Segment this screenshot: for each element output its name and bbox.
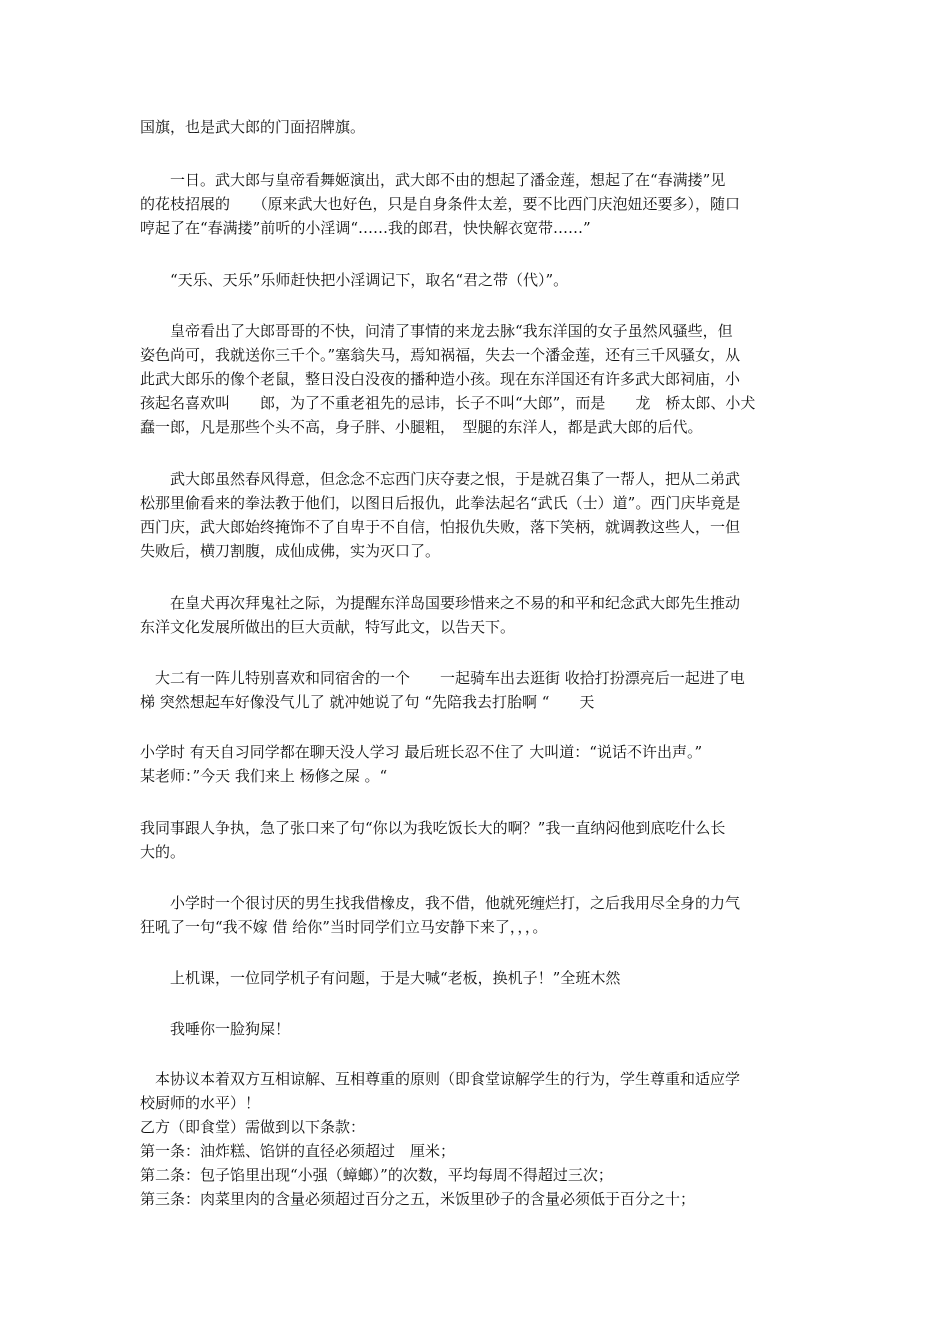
text-line: 的花枝招展的 （原来武大也好色，只是自身条件太差，要不比西门庆泡妞还要多），随口	[140, 195, 741, 213]
text-line: 姿色尚可，我就送你三千个。”塞翁失马，焉知祸福，失去一个潘金莲，还有三千风骚女，从	[140, 346, 741, 364]
text-line: 大二有一阵儿特别喜欢和同宿舍的一个 一起骑车出去逛街 收拾打扮漂亮后一起进了电	[140, 669, 745, 687]
text-line: 此武大郎乐的像个老鼠，整日没白没夜的播种造小孩。现在东洋国还有许多武大郎祠庙，小	[140, 370, 741, 388]
text-line: 松那里偷看来的拳法教于他们，以图日后报仇，此拳法起名“武氏（士）道”。西门庆毕竟是	[140, 494, 741, 512]
text-line: 武大郎虽然春风得意，但念念不忘西门庆夺妻之恨，于是就召集了一帮人，把从二弟武	[140, 470, 741, 488]
text-line: 东洋文化发展所做出的巨大贡献，特写此文，以告天下。	[140, 618, 516, 636]
text-line: “天乐、天乐”乐师赶快把小淫调记下，取名“君之带（代）”。	[140, 271, 569, 289]
text-line: 失败后，横刀割腹，成仙成佛，实为灭口了。	[140, 542, 441, 560]
text-line: 孩起名喜欢叫 郎，为了不重老祖先的忌讳，长子不叫“大郎”，而是 龙 桥太郎、小犬	[140, 394, 756, 412]
text-line: 我唾你一脸狗屎！	[140, 1020, 291, 1038]
text-line: 小学时 有天自习同学都在聊天没人学习 最后班长忍不住了 大叫道：“说话不许出声。”	[140, 743, 703, 761]
text-line: 梯 突然想起车好像没气儿了 就冲她说了句 “先陪我去打胎啊 “ 天	[140, 693, 595, 711]
text-line: 一日。武大郎与皇帝看舞姬演出，武大郎不由的想起了潘金莲，想起了在“春满搂”见	[140, 171, 726, 189]
text-line: 本协议本着双方互相谅解、互相尊重的原则（即食堂谅解学生的行为，学生尊重和适应学	[140, 1070, 741, 1088]
text-line: 哼起了在“春满搂”前听的小淫调“……我的郎君，快快解衣宽带……”	[140, 219, 591, 237]
text-line: 蠢一郎，凡是那些个头不高，身子胖、小腿粗， 型腿的东洋人，都是武大郎的后代。	[140, 418, 703, 436]
text-line: 上机课，一位同学机子有问题，于是大喊“老板，换机子！”全班木然	[140, 969, 621, 987]
text-line: 在皇犬再次拜鬼社之际，为提醒东洋岛国要珍惜来之不易的和平和纪念武大郎先生推动	[140, 594, 741, 612]
text-line: 第三条：肉菜里肉的含量必须超过百分之五，米饭里砂子的含量必须低于百分之十；	[140, 1190, 696, 1208]
text-line: 乙方（即食堂）需做到以下条款：	[140, 1118, 366, 1136]
text-line: 第二条：包子馅里出现“小强（蟑螂）”的次数，平均每周不得超过三次；	[140, 1166, 613, 1184]
text-line: 校厨师的水平）！	[140, 1094, 261, 1112]
text-line: 皇帝看出了大郎哥哥的不快，问清了事情的来龙去脉“我东洋国的女子虽然风骚些，但	[140, 322, 733, 340]
text-line: 某老师：”今天 我们来上 杨修之屎 。“	[140, 767, 388, 785]
text-line: 我同事跟人争执，急了张口来了句“你以为我吃饭长大的啊？”我一直纳闷他到底吃什么长	[140, 819, 726, 837]
text-line: 西门庆，武大郎始终掩饰不了自卑于不自信，怕报仇失败，落下笑柄，就调教这些人，一但	[140, 518, 741, 536]
text-line: 小学时一个很讨厌的男生找我借橡皮，我不借，他就死缠烂打，之后我用尽全身的力气	[140, 894, 741, 912]
text-line: 国旗，也是武大郎的门面招牌旗。	[140, 118, 366, 136]
text-line: 大的。	[140, 843, 186, 861]
text-line: 狂吼了一句“我不嫁 借 给你”当时同学们立马安静下来了，，，。	[140, 918, 548, 936]
text-line: 第一条：油炸糕、馅饼的直径必须超过 厘米；	[140, 1142, 456, 1160]
